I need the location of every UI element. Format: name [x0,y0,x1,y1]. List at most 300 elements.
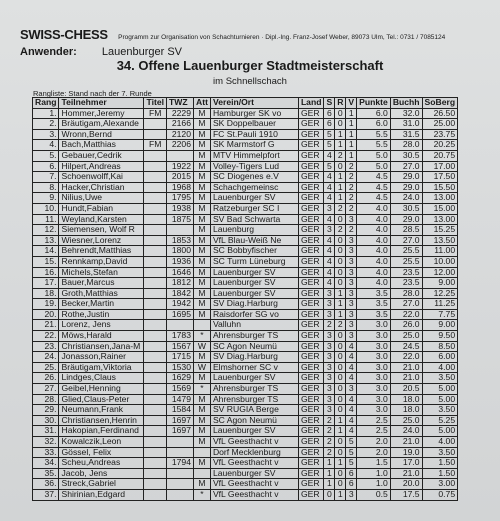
cell-teilnehmer: Shirinian,Edgard [59,489,144,500]
cell-v: 3 [346,309,357,320]
cell-att: M [194,172,211,183]
cell-teilnehmer: Christiansen,Henrin [59,415,144,426]
cell-rang: 34. [33,458,59,469]
cell-punkte: 4.0 [357,256,391,267]
cell-v: 2 [346,203,357,214]
cell-buchh: 30.5 [390,203,422,214]
cell-land: GER [298,278,324,289]
table-row [33,129,458,140]
cell-punkte: 1.0 [357,479,391,490]
cell-v: 2 [346,193,357,204]
cell-teilnehmer: Schoenwolff,Kai [59,172,144,183]
cell-land: GER [298,458,324,469]
cell-r: 1 [335,489,346,500]
cell-twz: 1567 [167,341,194,352]
cell-s: 3 [324,299,335,310]
cell-att: M [194,426,211,437]
cell-teilnehmer: Wronn,Bernd [59,129,144,140]
cell-s: 1 [324,468,335,479]
cell-twz: 1479 [167,394,194,405]
cell-soberg: 5.00 [422,394,458,405]
cell-twz: 2229 [167,108,194,119]
cell-v: 3 [346,235,357,246]
table-row [33,108,458,119]
cell-v: 3 [346,256,357,267]
cell-r: 0 [335,341,346,352]
cell-s: 3 [324,373,335,384]
cell-twz: 2120 [167,129,194,140]
cell-v: 4 [346,362,357,373]
cell-soberg: 11.00 [422,246,458,257]
cell-twz: 1629 [167,373,194,384]
cell-verein: Elmshorner SC v [210,362,298,373]
cell-teilnehmer: Glied,Claus-Peter [59,394,144,405]
cell-verein: VfL Geesthacht v [210,437,298,448]
cell-buchh: 21.0 [390,468,422,479]
rangliste-label: Rangliste: Stand nach der 7. Runde [33,89,152,98]
cell-r: 0 [335,256,346,267]
cell-verein: SC Turm Lüneburg [210,256,298,267]
table-row [33,362,458,373]
cell-buchh: 25.5 [390,256,422,267]
cell-att: M [194,415,211,426]
cell-twz: 1938 [167,203,194,214]
cell-s: 5 [324,161,335,172]
cell-land: GER [298,468,324,479]
cell-s: 4 [324,278,335,289]
cell-verein: SK Doppelbauer [210,119,298,130]
cell-v: 5 [346,458,357,469]
table-row [33,182,458,193]
cell-twz: 1530 [167,362,194,373]
cell-buchh: 28.5 [390,225,422,236]
cell-verein: Lauenburger SV [210,193,298,204]
cell-titel [144,352,167,363]
cell-rang: 27. [33,384,59,395]
cell-titel [144,405,167,416]
cell-rang: 18. [33,288,59,299]
cell-soberg: 17.00 [422,161,458,172]
cell-s: 4 [324,150,335,161]
cell-land: GER [298,140,324,151]
cell-s: 4 [324,182,335,193]
cell-teilnehmer: Siemensen, Wolf R [59,225,144,236]
cell-r: 1 [335,172,346,183]
table-row [33,331,458,342]
cell-buchh: 17.0 [390,458,422,469]
cell-twz [167,437,194,448]
cell-r: 0 [335,235,346,246]
cell-buchh: 22.0 [390,352,422,363]
cell-r: 1 [335,299,346,310]
cell-titel [144,341,167,352]
cell-rang: 5. [33,150,59,161]
cell-twz: 1875 [167,214,194,225]
cell-titel [144,458,167,469]
cell-buchh: 29.0 [390,182,422,193]
program-name: SWISS-CHESS [20,27,108,42]
cell-verein: SV RUGIA Berge [210,405,298,416]
cell-land: GER [298,362,324,373]
cell-rang: 22. [33,331,59,342]
cell-buchh: 25.5 [390,246,422,257]
cell-land: GER [298,299,324,310]
cell-land: GER [298,193,324,204]
cell-soberg: 13.00 [422,193,458,204]
cell-soberg: 20.25 [422,140,458,151]
cell-att: M [194,373,211,384]
table-row [33,150,458,161]
cell-buchh: 26.0 [390,320,422,331]
cell-soberg: 3.50 [422,373,458,384]
cell-verein: Lauenburger SV [210,426,298,437]
cell-s: 4 [324,235,335,246]
cell-punkte: 3.0 [357,320,391,331]
cell-v: 3 [346,320,357,331]
cell-punkte: 5.5 [357,140,391,151]
cell-verein: Ahrensburger TS [210,331,298,342]
cell-buchh: 27.0 [390,235,422,246]
col-s: S [324,98,335,109]
cell-s: 4 [324,256,335,267]
cell-soberg: 5.25 [422,415,458,426]
cell-twz [167,225,194,236]
cell-rang: 2. [33,119,59,130]
cell-att: M [194,278,211,289]
cell-rang: 16. [33,267,59,278]
cell-r: 0 [335,384,346,395]
cell-teilnehmer: Gebauer,Cedrik [59,150,144,161]
table-row [33,278,458,289]
cell-att: * [194,384,211,395]
cell-punkte: 2.0 [357,447,391,458]
cell-soberg: 0.75 [422,489,458,500]
cell-rang: 20. [33,309,59,320]
cell-v: 2 [346,161,357,172]
cell-verein: MTV Himmelpfort [210,150,298,161]
cell-punkte: 2.5 [357,415,391,426]
cell-att: M [194,405,211,416]
cell-rang: 25. [33,362,59,373]
cell-land: GER [298,225,324,236]
cell-buchh: 21.0 [390,362,422,373]
col-twz: TWZ [167,98,194,109]
cell-buchh: 32.0 [390,108,422,119]
cell-att: * [194,331,211,342]
ranking-table [32,97,458,501]
cell-verein: Lauenburger SV [210,278,298,289]
cell-land: GER [298,373,324,384]
cell-soberg: 12.25 [422,288,458,299]
cell-soberg: 4.00 [422,362,458,373]
cell-v: 1 [346,129,357,140]
table-row [33,437,458,448]
table-row [33,299,458,310]
cell-buchh: 22.0 [390,309,422,320]
cell-soberg: 13.50 [422,235,458,246]
cell-teilnehmer: Bräutigam,Viktoria [59,362,144,373]
cell-verein: SC Agon Neumü [210,415,298,426]
cell-s: 3 [324,362,335,373]
cell-verein: Raisdorfer SG vo [210,309,298,320]
table-row [33,447,458,458]
cell-punkte: 2.0 [357,437,391,448]
cell-s: 2 [324,415,335,426]
cell-s: 4 [324,214,335,225]
cell-teilnehmer: Bauer,Marcus [59,278,144,289]
cell-s: 3 [324,203,335,214]
cell-soberg: 12.00 [422,267,458,278]
cell-verein: SV Diag.Harburg [210,352,298,363]
cell-verein: Ahrensburger TS [210,394,298,405]
cell-s: 3 [324,341,335,352]
cell-land: GER [298,119,324,130]
cell-buchh: 18.0 [390,394,422,405]
cell-twz: 1697 [167,426,194,437]
cell-rang: 7. [33,172,59,183]
cell-r: 0 [335,331,346,342]
cell-titel [144,267,167,278]
cell-teilnehmer: Behrendt,Matthias [59,246,144,257]
cell-buchh: 31.5 [390,129,422,140]
cell-rang: 1. [33,108,59,119]
cell-v: 5 [346,437,357,448]
col-att: Att [194,98,211,109]
cell-buchh: 23.5 [390,278,422,289]
cell-teilnehmer: Groth,Matthias [59,288,144,299]
cell-titel [144,225,167,236]
cell-punkte: 4.5 [357,182,391,193]
cell-twz [167,320,194,331]
cell-soberg: 3.50 [422,405,458,416]
cell-verein: Schachgemeinsc [210,182,298,193]
cell-titel [144,119,167,130]
cell-att: M [194,458,211,469]
cell-soberg: 11.25 [422,299,458,310]
cell-buchh: 21.0 [390,437,422,448]
cell-twz: 1942 [167,299,194,310]
cell-rang: 37. [33,489,59,500]
table-row [33,384,458,395]
cell-land: GER [298,129,324,140]
cell-att: M [194,299,211,310]
cell-verein: SC Agon Neumü [210,341,298,352]
cell-rang: 3. [33,129,59,140]
table-row [33,267,458,278]
cell-soberg: 9.00 [422,278,458,289]
cell-verein: Dorf Mecklenburg [210,447,298,458]
cell-buchh: 27.0 [390,299,422,310]
cell-s: 0 [324,489,335,500]
cell-land: GER [298,415,324,426]
cell-land: GER [298,352,324,363]
cell-titel [144,182,167,193]
cell-rang: 19. [33,299,59,310]
table-row [33,458,458,469]
cell-twz: 1794 [167,458,194,469]
table-row [33,193,458,204]
cell-s: 3 [324,309,335,320]
cell-r: 0 [335,437,346,448]
cell-punkte: 1.5 [357,458,391,469]
cell-buchh: 25.0 [390,331,422,342]
table-row [33,140,458,151]
cell-buchh: 31.0 [390,119,422,130]
cell-teilnehmer: Weyland,Karsten [59,214,144,225]
table-row [33,203,458,214]
cell-punkte: 4.0 [357,235,391,246]
cell-twz: 2166 [167,119,194,130]
cell-punkte: 3.5 [357,299,391,310]
table-row [33,119,458,130]
cell-titel [144,214,167,225]
cell-soberg: 8.50 [422,341,458,352]
cell-twz: 1569 [167,384,194,395]
cell-punkte: 3.0 [357,362,391,373]
cell-r: 0 [335,108,346,119]
cell-soberg: 13.00 [422,214,458,225]
cell-twz: 1783 [167,331,194,342]
cell-att: M [194,225,211,236]
cell-twz: 1646 [167,267,194,278]
cell-buchh: 24.0 [390,426,422,437]
cell-r: 1 [335,193,346,204]
cell-att [194,468,211,479]
col-v: V [346,98,357,109]
cell-soberg: 1.50 [422,458,458,469]
cell-r: 0 [335,447,346,458]
cell-twz [167,489,194,500]
cell-rang: 24. [33,352,59,363]
cell-punkte: 4.0 [357,225,391,236]
cell-att: M [194,182,211,193]
cell-s: 4 [324,193,335,204]
cell-rang: 36. [33,479,59,490]
cell-verein: VfL Geesthacht v [210,489,298,500]
cell-land: GER [298,108,324,119]
cell-buchh: 28.0 [390,288,422,299]
table-row [33,415,458,426]
cell-verein: SV Bad Schwarta [210,214,298,225]
cell-v: 4 [346,426,357,437]
cell-punkte: 2.5 [357,426,391,437]
cell-v: 3 [346,299,357,310]
cell-rang: 14. [33,246,59,257]
cell-punkte: 5.5 [357,129,391,140]
cell-v: 3 [346,384,357,395]
table-header-row [33,98,458,109]
cell-soberg: 10.00 [422,256,458,267]
cell-s: 6 [324,108,335,119]
cell-r: 0 [335,246,346,257]
col-land: Land [298,98,324,109]
cell-land: GER [298,161,324,172]
cell-s: 6 [324,119,335,130]
cell-r: 1 [335,415,346,426]
cell-punkte: 4.5 [357,193,391,204]
cell-punkte: 3.0 [357,352,391,363]
cell-buchh: 24.5 [390,341,422,352]
cell-v: 6 [346,479,357,490]
cell-soberg: 3.50 [422,447,458,458]
cell-teilnehmer: Jacob, Jens [59,468,144,479]
cell-titel [144,320,167,331]
cell-rang: 32. [33,437,59,448]
cell-twz: 1936 [167,256,194,267]
cell-att: W [194,362,211,373]
cell-teilnehmer: Lorenz, Jens [59,320,144,331]
cell-titel [144,150,167,161]
cell-titel [144,479,167,490]
cell-titel [144,331,167,342]
cell-rang: 31. [33,426,59,437]
cell-punkte: 3.0 [357,394,391,405]
cell-land: GER [298,394,324,405]
cell-land: GER [298,320,324,331]
cell-verein: Ratzeburger SC I [210,203,298,214]
cell-buchh: 23.5 [390,267,422,278]
cell-verein: VfL Geesthacht v [210,458,298,469]
cell-twz: 1584 [167,405,194,416]
cell-att: M [194,150,211,161]
cell-twz: 1695 [167,309,194,320]
cell-r: 1 [335,426,346,437]
cell-s: 1 [324,479,335,490]
program-header [20,26,490,58]
cell-v: 3 [346,267,357,278]
cell-rang: 33. [33,447,59,458]
cell-buchh: 24.0 [390,193,422,204]
cell-v: 4 [346,352,357,363]
cell-verein: Hamburger SK vo [210,108,298,119]
cell-land: GER [298,426,324,437]
cell-rang: 29. [33,405,59,416]
cell-s: 3 [324,394,335,405]
cell-buchh: 29.0 [390,214,422,225]
cell-soberg: 15.00 [422,203,458,214]
cell-teilnehmer: Wiesner,Lorenz [59,235,144,246]
cell-titel [144,235,167,246]
cell-titel [144,193,167,204]
table-row [33,214,458,225]
cell-land: GER [298,288,324,299]
cell-titel [144,468,167,479]
cell-rang: 35. [33,468,59,479]
cell-s: 3 [324,331,335,342]
cell-s: 2 [324,447,335,458]
table-row [33,320,458,331]
cell-v: 3 [346,489,357,500]
cell-att: M [194,288,211,299]
cell-land: GER [298,203,324,214]
cell-land: GER [298,405,324,416]
cell-att: M [194,309,211,320]
cell-titel [144,256,167,267]
cell-land: GER [298,182,324,193]
anwender-line [20,46,490,58]
cell-titel: FM [144,140,167,151]
cell-soberg: 26.50 [422,108,458,119]
cell-v: 4 [346,415,357,426]
cell-land: GER [298,331,324,342]
cell-att: W [194,341,211,352]
cell-teilnehmer: Gössel, Felix [59,447,144,458]
cell-titel [144,447,167,458]
cell-land: GER [298,172,324,183]
cell-land: GER [298,246,324,257]
cell-titel [144,172,167,183]
cell-r: 0 [335,479,346,490]
